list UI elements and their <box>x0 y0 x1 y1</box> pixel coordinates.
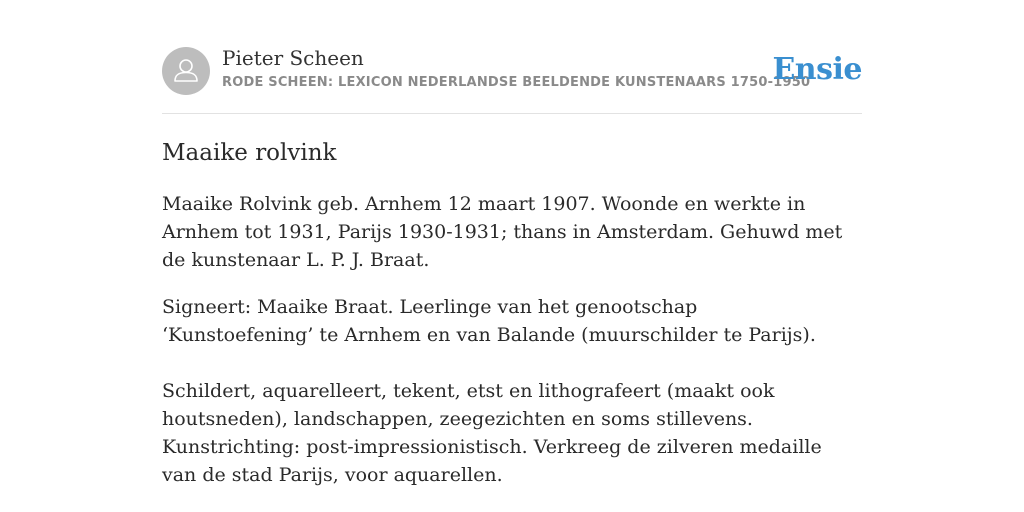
page-title: Maaike rolvink <box>162 140 337 166</box>
avatar[interactable] <box>162 47 210 95</box>
article-body <box>162 190 852 489</box>
paragraph: Schildert, aquarelleert, tekent, etst en lithografeert (maakt ook houtsneden), landschappen, zeegezichten en soms stillevens. Kunstrichting: post-impressionistisch. Verkreeg de zilveren medaille van de stad Parijs, voor aquarellen. <box>162 380 822 486</box>
header-divider <box>162 113 862 114</box>
paragraph: Maaike Rolvink geb. Arnhem 12 maart 1907. Woonde en werkte in Arnhem tot 1931, Parijs 1930-1931; thans in Amsterdam. Gehuwd met de kunstenaar L. P. J. Braat. <box>162 193 843 271</box>
user-silhouette-icon <box>162 47 210 95</box>
paragraph: Signeert: Maaike Braat. Leerlinge van het genootschap ‘Kunstoefening’ te Arnhem en van Balande (muurschilder te Parijs). <box>162 296 816 346</box>
author-header <box>162 46 862 96</box>
author-name[interactable]: Pieter Scheen <box>222 46 364 70</box>
source-title[interactable]: RODE SCHEEN: LEXICON NEDERLANDSE BEELDENDE KUNSTENAARS 1750-1950 <box>222 75 811 90</box>
ensie-logo[interactable]: Ensie <box>772 52 862 87</box>
